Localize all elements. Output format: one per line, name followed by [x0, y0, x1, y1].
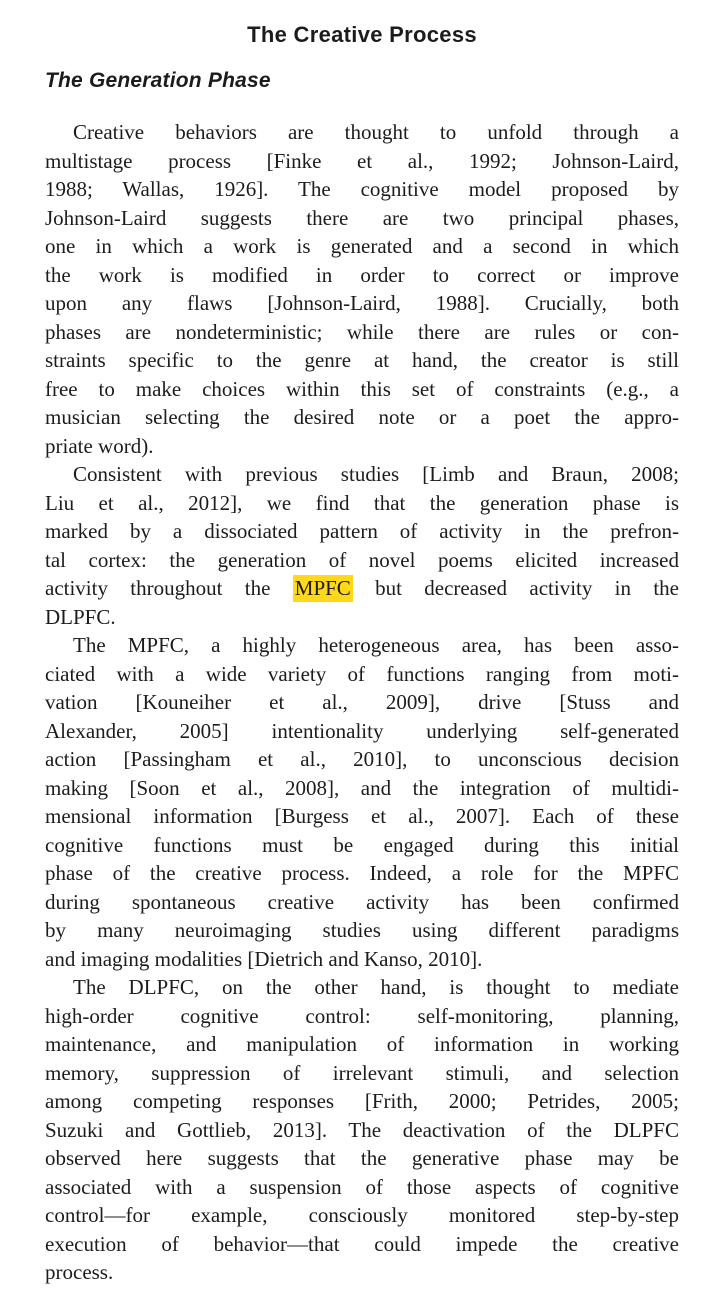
text-line: phase of the creative process. Indeed, a role for the MPFC: [45, 861, 679, 885]
paragraph: [45, 118, 679, 460]
text-line: high-order cognitive control: self-monitoring, planning,: [45, 1003, 679, 1028]
text-line: mensional information [Burgess et al., 2007]. Each of these: [45, 804, 679, 828]
text-line: Johnson-Laird suggests there are two principal phases,: [45, 205, 679, 230]
text-line: The MPFC, a highly heterogeneous area, has been asso-: [73, 633, 679, 657]
text-line: action [Passingham et al., 2010], to unconscious decision: [45, 747, 679, 771]
text-line: ciated with a wide variety of functions ranging from moti-: [45, 661, 679, 686]
section-heading: The Generation Phase: [45, 69, 271, 92]
text-line: execution of behavior—that could impede the creative: [45, 1231, 679, 1256]
text-line: phases are nondeterministic; while there are rules or con-: [45, 319, 679, 344]
paragraph: [45, 973, 679, 1287]
text-line: Consistent with previous studies [Limb and Braun, 2008;: [73, 462, 679, 486]
paragraph: [45, 460, 679, 631]
text-line: associated with a suspension of those aspects of cognitive: [45, 1174, 679, 1199]
page-title: The Creative Process: [247, 22, 477, 47]
text-line: tal cortex: the generation of novel poems elicited increased: [45, 547, 679, 572]
text-line: DLPFC.: [45, 604, 116, 629]
text-line: [45, 574, 679, 603]
text-line: marked by a dissociated pattern of activity in the prefron-: [45, 519, 679, 543]
text-line: control—for example, consciously monitored step-by-step: [45, 1203, 679, 1227]
text-segment: but decreased activity in the: [352, 576, 679, 600]
text-line: 1988; Wallas, 1926]. The cognitive model proposed by: [45, 177, 679, 201]
text-line: the work is modified in order to correct or improve: [45, 262, 679, 287]
text-line: process.: [45, 1260, 114, 1284]
text-line: straints specific to the genre at hand, the creator is still: [45, 348, 679, 372]
text-line: Liu et al., 2012], we find that the generation phase is: [45, 490, 679, 515]
text-line: making [Soon et al., 2008], and the integration of multidi-: [45, 775, 679, 800]
paragraph: [45, 631, 679, 973]
text-line: Suzuki and Gottlieb, 2013]. The deactivation of the DLPFC: [45, 1117, 679, 1142]
text-line: maintenance, and manipulation of information in working: [45, 1032, 679, 1056]
text-line: by many neuroimaging studies using different paradigms: [45, 918, 679, 942]
text-line: one in which a work is generated and a second in which: [45, 234, 679, 258]
text-line: priate word).: [45, 433, 154, 458]
text-line: during spontaneous creative activity has been confirmed: [45, 889, 679, 914]
text-line: free to make choices within this set of constraints (e.g., a: [45, 376, 679, 401]
highlighted-term: MPFC: [294, 576, 351, 600]
text-line: among competing responses [Frith, 2000; Petrides, 2005;: [45, 1089, 679, 1113]
text-line: Creative behaviors are thought to unfold through a: [73, 120, 679, 144]
text-line: musician selecting the desired note or a poet the appro-: [45, 405, 679, 429]
text-line: Alexander, 2005] intentionality underlying self-generated: [45, 718, 679, 743]
text-line: memory, suppression of irrelevant stimuli, and selection: [45, 1060, 679, 1085]
text-line: and imaging modalities [Dietrich and Kanso, 2010].: [45, 946, 483, 971]
text-line: upon any flaws [Johnson-Laird, 1988]. Crucially, both: [45, 291, 679, 315]
text-line: The DLPFC, on the other hand, is thought to mediate: [73, 975, 679, 999]
body-text: [45, 118, 679, 1287]
text-line: cognitive functions must be engaged during this initial: [45, 832, 679, 857]
text-segment: activity throughout the: [45, 576, 293, 600]
text-line: multistage process [Finke et al., 1992; Johnson-Laird,: [45, 148, 679, 173]
text-line: vation [Kouneiher et al., 2009], drive [Stuss and: [45, 690, 679, 714]
text-line: observed here suggests that the generative phase may be: [45, 1146, 679, 1170]
